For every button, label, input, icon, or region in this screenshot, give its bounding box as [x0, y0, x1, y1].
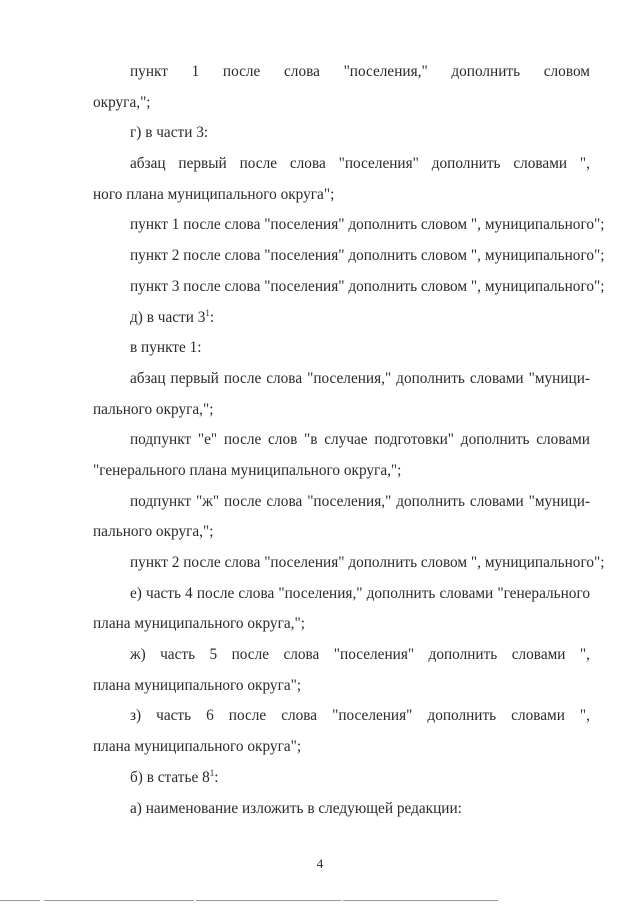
line-text: д) в части 3: [130, 308, 206, 326]
text-line: [93, 701, 590, 732]
text-line: [93, 364, 590, 395]
text-line: [93, 609, 590, 640]
line-text: абзац первый после слова "поселения," дополнить словами "муници-: [130, 369, 590, 387]
paragraph: [93, 548, 605, 579]
line-text: ного плана муниципального округа";: [93, 185, 335, 203]
scan-edge-line: [0, 900, 40, 901]
scan-edge-line: [343, 900, 498, 901]
text-line: [93, 303, 590, 334]
paragraph: [93, 303, 590, 334]
paragraph: [93, 487, 590, 548]
paragraph: [93, 118, 590, 149]
line-text: ж) часть 5 после слова "поселения" дополнить словами ",: [130, 646, 590, 664]
line-text: г) в части 3:: [130, 124, 209, 142]
line-text: е) часть 4 после слова "поселения," дополнить словами "генерального: [130, 584, 590, 602]
paragraph: [93, 272, 605, 303]
line-text: абзац первый после слова "поселения" дополнить словами ",: [130, 155, 590, 173]
text-line: [93, 732, 590, 763]
text-line: [93, 118, 590, 149]
scan-edge-line: [44, 900, 194, 901]
text-line: [93, 517, 590, 548]
line-text: пункт 3 после слова "поселения" дополнить словом ", муниципального";: [130, 277, 605, 295]
text-line: [93, 671, 590, 702]
superscript: 1: [205, 307, 210, 318]
line-text: а) наименование изложить в следующей редакции:: [130, 799, 462, 817]
paragraph: [93, 763, 590, 794]
paragraph: [93, 579, 590, 640]
text-line: [93, 395, 590, 426]
paragraph: [93, 333, 590, 364]
line-text: б) в статье 8: [130, 768, 210, 786]
line-text: з) часть 6 после слова "поселения" дополнить словами ",: [130, 707, 590, 725]
page-number: 4: [316, 856, 324, 871]
line-suffix: :: [214, 768, 219, 786]
paragraph: [93, 57, 590, 118]
text-line: [93, 333, 590, 364]
text-line: [93, 794, 590, 825]
text-line: [93, 149, 590, 180]
line-text: плана муниципального округа";: [93, 738, 302, 756]
text-line: [93, 180, 590, 211]
text-line: [93, 425, 590, 456]
paragraph: [93, 149, 590, 210]
line-suffix: :: [209, 308, 215, 326]
line-text: пального округа,";: [93, 523, 214, 541]
line-text: в пункте 1:: [130, 339, 202, 357]
text-line: [93, 456, 590, 487]
line-text: округа,";: [93, 93, 151, 111]
document-body: [93, 57, 605, 824]
line-text: "генерального плана муниципального округа,";: [93, 461, 402, 479]
line-text: плана муниципального округа,";: [93, 615, 305, 633]
text-line: [93, 241, 605, 272]
line-text: подпункт "ж" после слова "поселения," дополнить словами "муници-: [130, 492, 590, 510]
text-line: [93, 487, 590, 518]
line-text: плана муниципального округа";: [93, 676, 302, 694]
text-line: [93, 763, 590, 794]
line-text: пального округа,";: [93, 400, 214, 418]
line-text: пункт 2 после слова "поселения" дополнить словом ", муниципального";: [130, 247, 605, 265]
line-text: пункт 1 после слова "поселения" дополнить словом ", муниципального";: [130, 216, 605, 234]
scan-edge-line: [196, 900, 341, 901]
text-line: [93, 579, 590, 610]
line-text: пункт 1 после слова "поселения," дополнить словом: [130, 63, 590, 80]
text-line: [93, 57, 590, 88]
paragraph: [93, 425, 590, 486]
paragraph: [93, 794, 590, 825]
text-line: [93, 548, 605, 579]
text-line: [93, 272, 605, 303]
paragraph: [93, 640, 590, 701]
superscript: 1: [209, 767, 215, 778]
text-line: [93, 210, 605, 241]
paragraph: [93, 701, 590, 762]
text-line: [93, 640, 590, 671]
paragraph: [93, 241, 605, 272]
paragraph: [93, 364, 590, 425]
paragraph: [93, 210, 605, 241]
line-text: пункт 2 после слова "поселения" дополнить словом ", муниципального";: [130, 554, 605, 571]
line-text: подпункт "е" после слов "в случае подготовки" дополнить словами: [130, 431, 590, 449]
text-line: [93, 88, 590, 119]
